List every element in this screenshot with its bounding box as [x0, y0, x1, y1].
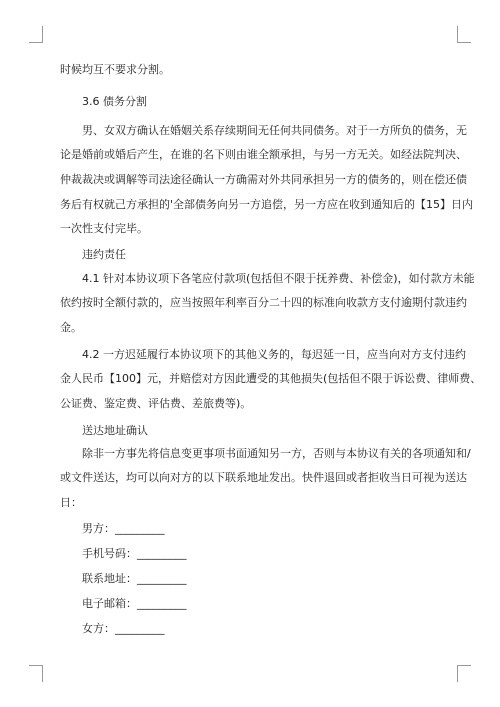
- form-field-phone: 手机号码：_________: [82, 547, 187, 560]
- text-line: 日：: [60, 496, 82, 509]
- form-field-address: 联系地址：_________: [82, 572, 187, 585]
- text-line: 仲裁裁决或调解等司法途径确认一方确需对外共同承担另一方的债务的，则在偿还债: [60, 173, 467, 186]
- text-line: 男、女双方确认在婚姻关系存续期间无任何共同债务。对于一方所负的债务，无: [82, 124, 467, 137]
- text-line: 公证费、鉴定费、评估费、差旅费等)。: [60, 397, 252, 410]
- text-line: 4.2 一方迟延履行本协议项下的其他义务的，每迟延一日，应当向对方支付违约: [82, 348, 466, 361]
- text-line: 金人民币【100】元，并赔偿对方因此遭受的其他损失(包括但不限于诉讼费、律师费、: [60, 372, 482, 385]
- text-line: 务后有权就己方承担的'全部债务向另一方追偿，另一方应在收到通知后的【15】日内: [60, 198, 474, 211]
- section-heading: 送达地址确认: [82, 424, 148, 437]
- text-line: 依约按时全额付款的，应当按照年利率百分二十四的标准向收款方支付逾期付款违约: [60, 296, 467, 309]
- text-line: 金。: [60, 321, 82, 334]
- form-field-email: 电子邮箱：_________: [82, 597, 187, 610]
- text-line: 或文件送达，均可以向对方的以下联系地址发出。快件退回或者拒收当日可视为送达: [60, 471, 467, 484]
- form-field-husband: 男方：_________: [82, 522, 165, 535]
- text-line: 一次性支付完毕。: [60, 222, 148, 235]
- section-heading: 3.6 债务分割: [82, 95, 147, 108]
- text-line: 除非一方事先将信息变更事项书面通知另一方，否则与本协议有关的各项通知和/: [82, 447, 471, 460]
- text-line: 论是婚前或婚后产生，在谁的名下则由谁全额承担，与另一方无关。如经法院判决、: [60, 148, 467, 161]
- text-line: 4.1 针对本协议项下各笔应付款项(包括但不限于抚养费、补偿金)，如付款方未能: [82, 272, 475, 285]
- form-field-wife: 女方：_________: [82, 622, 165, 635]
- section-heading: 违约责任: [82, 248, 126, 261]
- text-line: 时候均互不要求分割。: [60, 63, 170, 76]
